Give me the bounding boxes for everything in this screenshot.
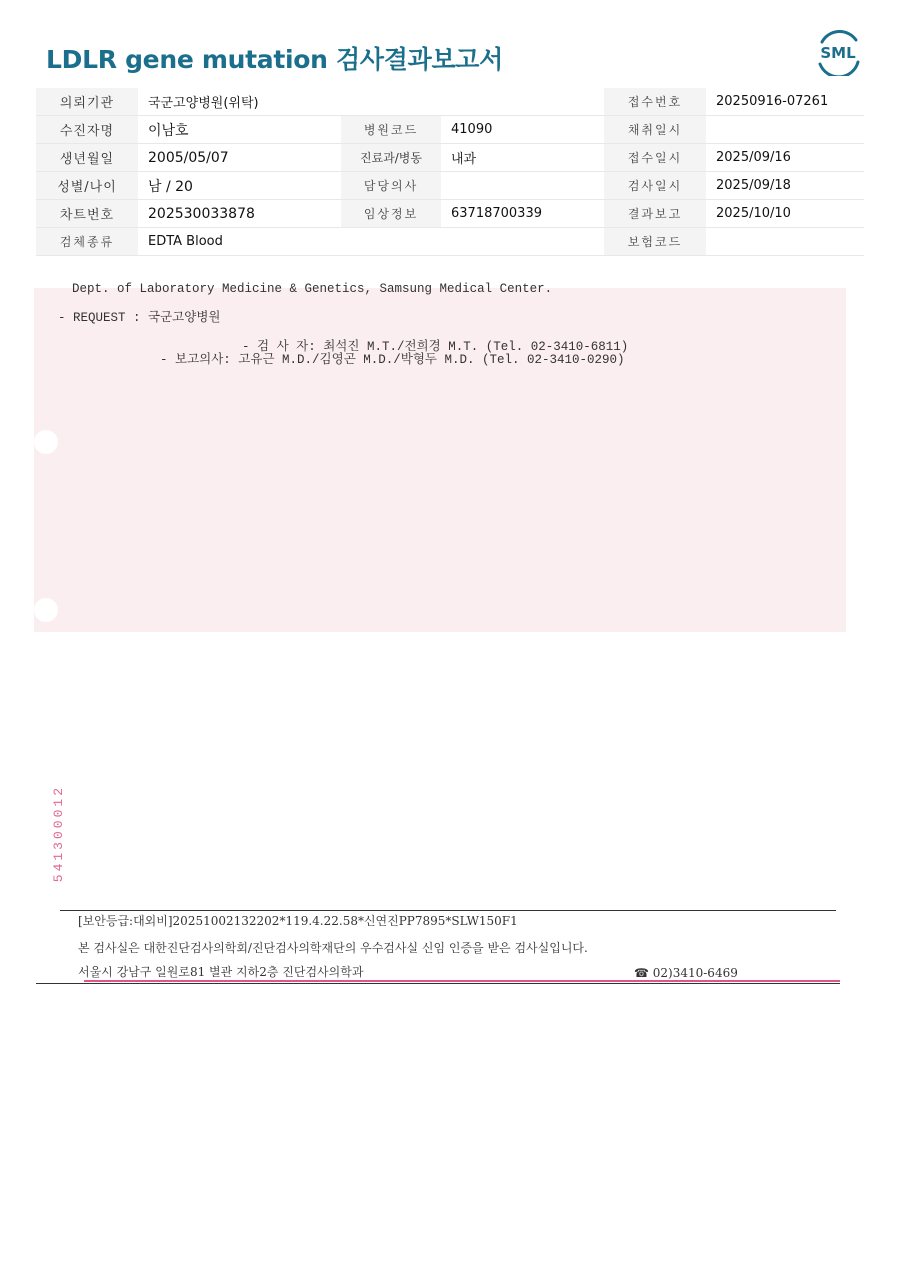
label-sex-age: 성별/나이 — [36, 172, 138, 200]
label-specimen-type: 검체종류 — [36, 228, 138, 256]
value-receipt-number: 20250916-07261 — [706, 88, 864, 116]
scanned-report-image — [0, 262, 900, 1002]
patient-info-table — [36, 88, 864, 256]
label-result-report: 결과보고 — [604, 200, 706, 228]
certification-line: 본 검사실은 대한진단검사의학회/진단검사의학재단의 우수검사실 신임 인증을 받은 검사실입니다. — [78, 941, 588, 955]
table-row — [36, 200, 864, 228]
label-test-date: 검사일시 — [604, 172, 706, 200]
doctor-line: - 보고의사: 고유근 M.D./김영곤 M.D./박형두 M.D. (Tel. 02-3410-0290) — [160, 353, 625, 367]
value-specimen-type: EDTA Blood — [138, 228, 604, 256]
security-line: [보안등급:대외비]20251002132202*119.4.22.58*신연진PP7895*SLW150F1 — [78, 914, 518, 928]
value-sex-age: 남 / 20 — [138, 172, 341, 200]
address-line: 서울시 강남구 일원로81 별관 지하2층 진단검사의학과 — [78, 965, 364, 979]
value-insurance-code — [706, 228, 864, 256]
page-title: LDLR gene mutation 검사결과보고서 — [46, 45, 503, 74]
label-requesting-institution: 의뢰기관 — [36, 88, 138, 116]
value-result-report: 2025/10/10 — [706, 200, 864, 228]
pink-underline — [84, 980, 840, 982]
label-patient-name: 수진자명 — [36, 116, 138, 144]
punch-hole — [34, 430, 58, 454]
tester-line: - 검 사 자: 최석진 M.T./전희경 M.T. (Tel. 02-3410-6811) — [242, 340, 629, 354]
request-line: - REQUEST : 국군고양병원 — [58, 311, 221, 325]
value-test-date: 2025/09/18 — [706, 172, 864, 200]
label-hospital-code: 병원코드 — [341, 116, 441, 144]
value-patient-name: 이남호 — [138, 116, 341, 144]
dept-line: Dept. of Laboratory Medicine & Genetics, Samsung Medical Center. — [72, 282, 553, 296]
sml-logo — [812, 28, 864, 76]
table-row — [36, 144, 864, 172]
punch-hole — [34, 598, 58, 622]
table-row — [36, 116, 864, 144]
table-row — [36, 172, 864, 200]
label-chart-number: 차트번호 — [36, 200, 138, 228]
value-chart-number: 202530033878 — [138, 200, 341, 228]
label-clinical-info: 임상정보 — [341, 200, 441, 228]
label-department: 진료과/병동 — [341, 144, 441, 172]
value-hospital-code: 41090 — [441, 116, 604, 144]
label-collection-date: 채취일시 — [604, 116, 706, 144]
table-row — [36, 88, 864, 116]
label-insurance-code: 보험코드 — [604, 228, 706, 256]
top-rule — [60, 910, 836, 911]
label-receipt-date: 접수일시 — [604, 144, 706, 172]
table-row — [36, 228, 864, 256]
bottom-rule — [36, 983, 840, 984]
value-requesting-institution: 국군고양병원(위탁) — [138, 88, 604, 116]
value-receipt-date: 2025/09/16 — [706, 144, 864, 172]
label-birth-date: 생년월일 — [36, 144, 138, 172]
side-document-number: 541300012 — [51, 785, 66, 883]
value-clinical-info: 63718700339 — [441, 200, 604, 228]
phone-line: ☎ 02)3410-6469 — [634, 966, 738, 980]
logo-text: SML — [820, 44, 856, 62]
label-attending-doctor: 담당의사 — [341, 172, 441, 200]
value-collection-date — [706, 116, 864, 144]
label-receipt-number: 접수번호 — [604, 88, 706, 116]
value-department: 내과 — [441, 144, 604, 172]
value-birth-date: 2005/05/07 — [138, 144, 341, 172]
value-attending-doctor — [441, 172, 604, 200]
